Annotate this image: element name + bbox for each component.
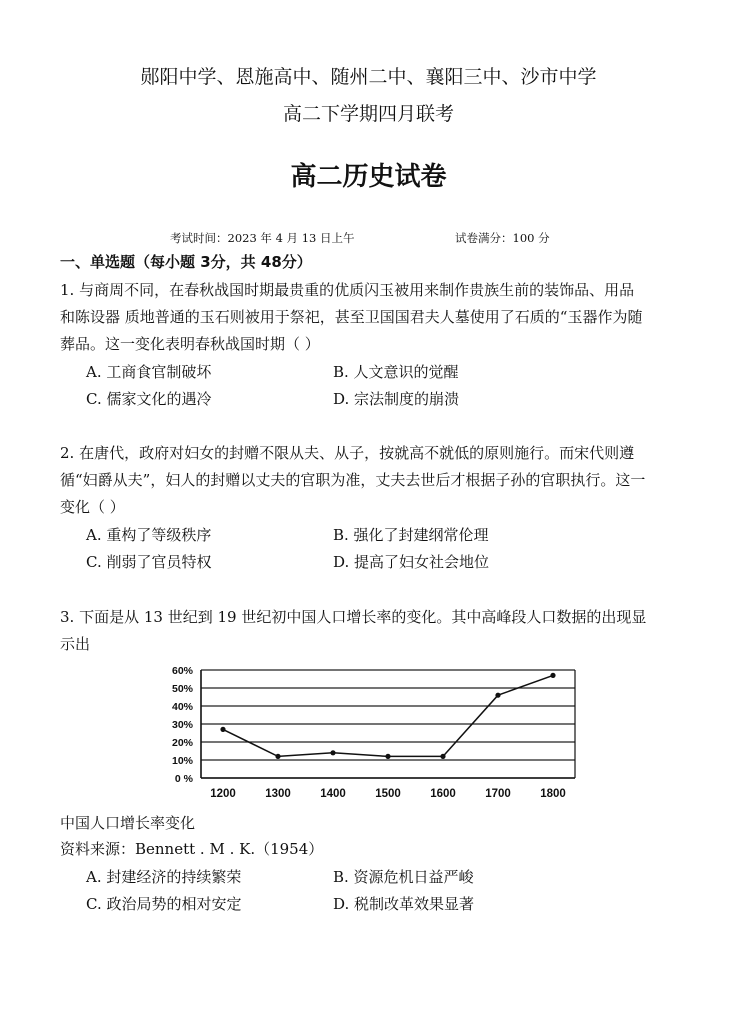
q1-line-1: 1. 与商周不同，在春秋战国时期最贵重的优质闪玉被用来制作贵族生前的装饰品、用品 <box>60 281 635 299</box>
section-heading: 一、单选题（每小题 3分，共 48分） <box>60 253 312 271</box>
y-tick-label: 10% <box>171 755 193 767</box>
q2-line-3: 变化（ ） <box>60 498 125 516</box>
q2-option-b[interactable]: B. 强化了封建纲常伦理 <box>333 526 489 544</box>
x-tick-label: 1700 <box>485 788 511 800</box>
q2-line-1: 2. 在唐代，政府对妇女的封赠不限从夫、从子，按就高不就低的原则施行。而宋代则遵 <box>60 444 635 462</box>
chart-source: 资料来源：Bennett . M . K.（1954） <box>60 840 324 858</box>
x-tick-label: 1600 <box>430 788 456 800</box>
q3-option-c[interactable]: C. 政治局势的相对安定 <box>86 895 242 913</box>
chart-x-ticks <box>210 788 566 800</box>
x-tick-label: 1300 <box>265 788 291 800</box>
exam-time: 考试时间：2023 年 4 月 13 日上午 <box>170 231 355 245</box>
q1-line-3: 葬品。这一变化表明春秋战国时期（ ） <box>60 335 320 353</box>
chart-series <box>220 673 555 759</box>
q1-line-2: 和陈设器 质地普通的玉石则被用于祭祀，甚至卫国国君夫人墓使用了石质的“玉器作为随 <box>60 308 643 326</box>
q2-line-2: 循“妇爵从夫”，妇人的封赠以丈夫的官职为准，丈夫去世后才根据子孙的官职执行。这一 <box>60 471 646 489</box>
data-point <box>440 754 445 759</box>
x-tick-label: 1400 <box>320 788 346 800</box>
q1-option-b[interactable]: B. 人文意识的觉醒 <box>333 363 459 381</box>
chart-caption: 中国人口增长率变化 <box>60 814 196 832</box>
data-point <box>385 754 390 759</box>
y-tick-label: 50% <box>171 683 193 695</box>
y-tick-label: 0 % <box>174 773 193 785</box>
q1-option-a[interactable]: A. 工商食官制破坏 <box>86 363 212 381</box>
y-tick-label: 20% <box>171 737 193 749</box>
header-exam: 高二下学期四月联考 <box>282 103 454 125</box>
chart-y-ticks <box>172 665 194 785</box>
q1-option-d[interactable]: D. 宗法制度的崩溃 <box>333 390 460 408</box>
x-tick-label: 1800 <box>540 788 566 800</box>
data-point <box>220 727 225 732</box>
page-title: 高二历史试卷 <box>290 162 447 192</box>
y-tick-label: 60% <box>171 665 193 677</box>
q2-option-a[interactable]: A. 重构了等级秩序 <box>86 526 212 544</box>
q3-option-d[interactable]: D. 税制改革效果显著 <box>333 895 475 913</box>
x-tick-label: 1200 <box>210 788 236 800</box>
data-point <box>275 754 280 759</box>
q1-option-c[interactable]: C. 儒家文化的遇冷 <box>86 390 212 408</box>
data-point <box>495 693 500 698</box>
data-point <box>330 750 335 755</box>
y-tick-label: 40% <box>171 701 193 713</box>
chart-grid <box>201 670 575 778</box>
q3-option-a[interactable]: A. 封建经济的持续繁荣 <box>86 868 242 886</box>
population-growth-chart <box>150 660 590 805</box>
q3-line-2: 示出 <box>60 635 91 653</box>
header-schools: 郧阳中学、恩施高中、随州二中、襄阳三中、沙市中学 <box>140 66 597 88</box>
q2-option-d[interactable]: D. 提高了妇女社会地位 <box>333 553 490 571</box>
q2-option-c[interactable]: C. 削弱了官员特权 <box>86 553 212 571</box>
x-tick-label: 1500 <box>375 788 401 800</box>
data-point <box>550 673 555 678</box>
q3-line-1: 3. 下面是从 13 世纪到 19 世纪初中国人口增长率的变化。其中高峰段人口数据的出现显 <box>60 608 647 626</box>
exam-score: 试卷满分：100 分 <box>455 231 550 245</box>
y-tick-label: 30% <box>171 719 193 731</box>
q3-option-b[interactable]: B. 资源危机日益严峻 <box>333 868 474 886</box>
